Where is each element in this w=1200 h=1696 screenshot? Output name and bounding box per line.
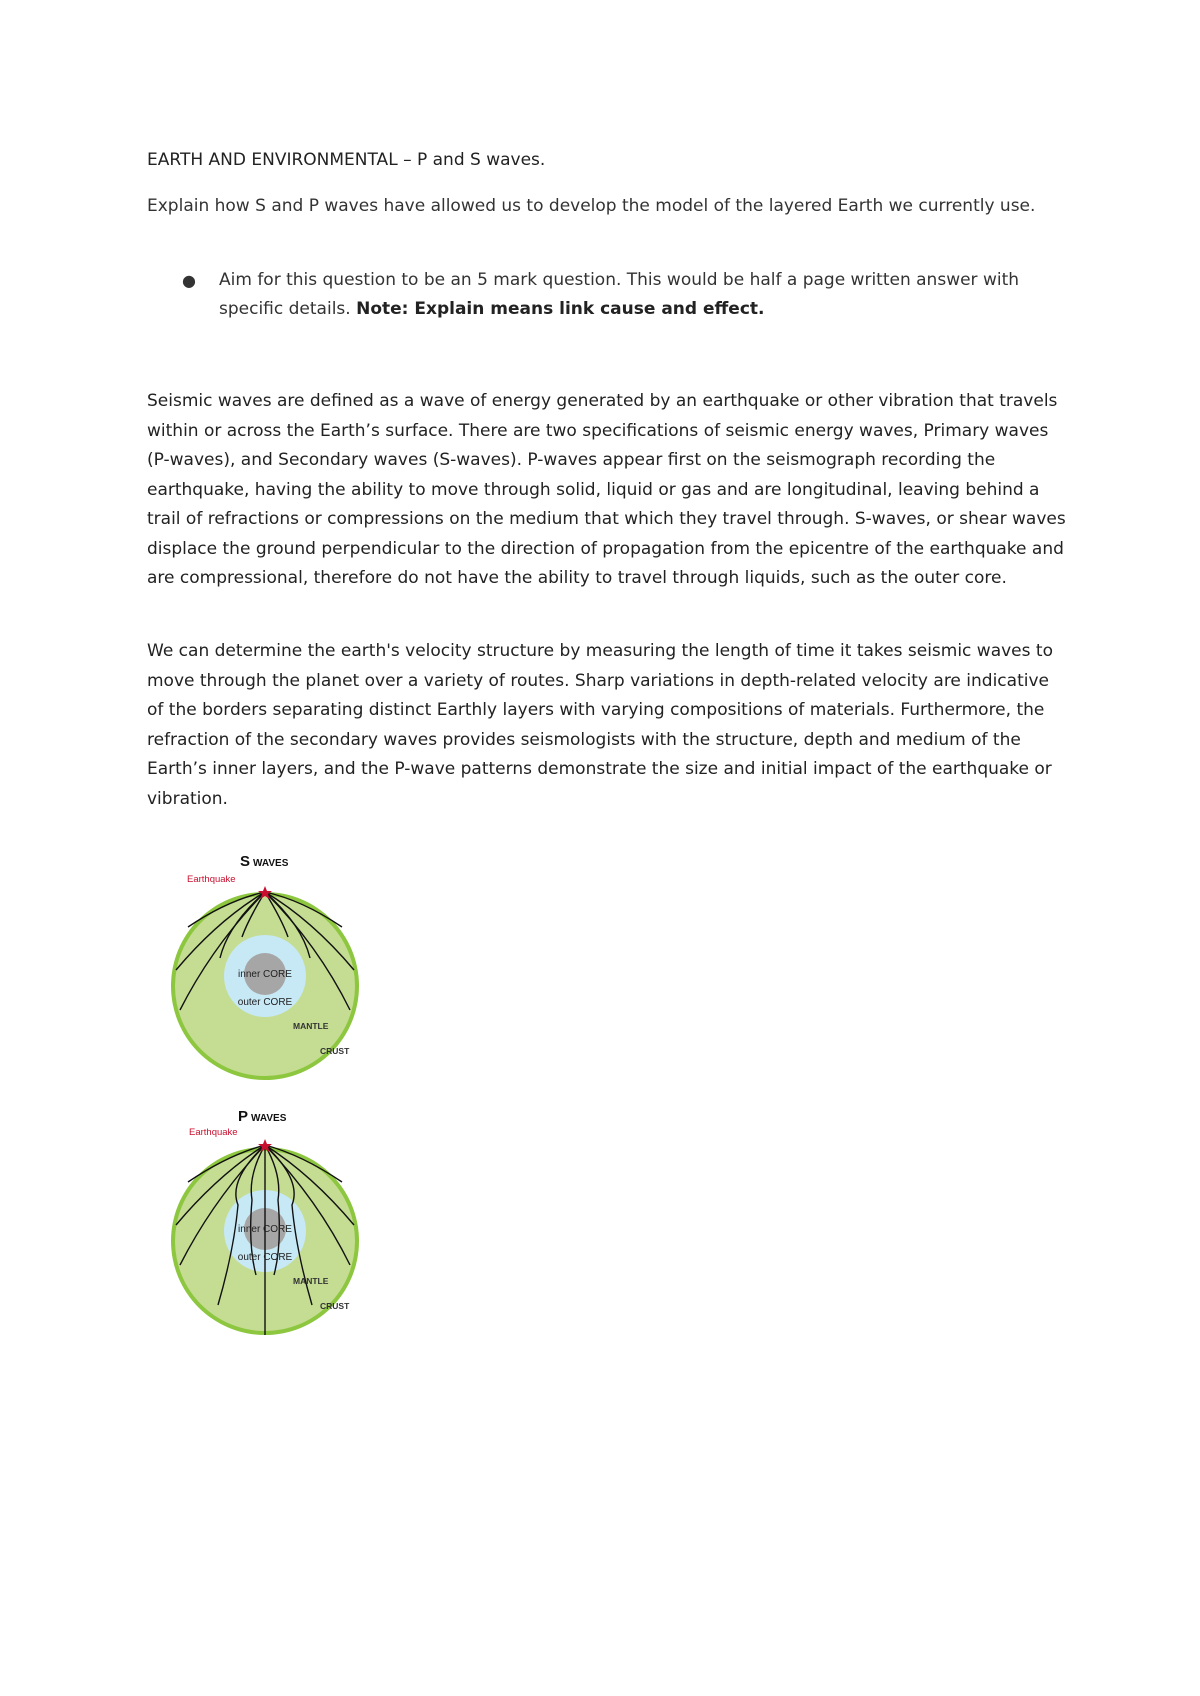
- p-crust-label: CRUST: [320, 1301, 350, 1311]
- s-waves-diagram: [168, 845, 368, 1080]
- s-waves-title-word: WAVES: [253, 858, 289, 869]
- bullet-list: [147, 266, 1067, 324]
- bullet-text: Aim for this question to be an 5 mark question. This would be half a page written answer with specific details.: [219, 270, 1020, 319]
- s-earthquake-label: Earthquake: [187, 874, 236, 885]
- svg-text:PWAVES: [238, 1108, 287, 1125]
- bullet-icon: ●: [182, 271, 196, 290]
- p-mantle-label: MANTLE: [293, 1276, 329, 1286]
- p-waves-title-letter: P: [238, 1108, 249, 1125]
- s-mantle-label: MANTLE: [293, 1021, 329, 1031]
- p-waves-diagram: [168, 1100, 368, 1335]
- s-inner-core-label: inner CORE: [238, 969, 292, 980]
- document-title: EARTH AND ENVIRONMENTAL – P and S waves.: [147, 150, 546, 170]
- answer-paragraph-2: [147, 637, 1067, 814]
- paragraph-text: Seismic waves are defined as a wave of energy generated by an earthquake or other vibration that travels within or across the Earth’s surface. There are two specifications of seismic energy waves, Primary waves (P-waves), and Secondary waves (S-waves). P-waves appear first on the seismograph recording the earthquake, having the ability to move through solid, liquid or gas and are longitudinal, leaving behind a trail of refractions or compressions on the medium that which they travel through. S-waves, or shear waves displace the ground perpendicular to the direction of propagation from the epicentre of the earthquake and are compressional, therefore do not have the ability to travel through liquids, such as the outer core.: [147, 391, 1066, 588]
- svg-text:SWAVES: [240, 853, 289, 870]
- list-item: [147, 266, 1067, 324]
- note-text: Note: Explain means link cause and effect.: [356, 299, 765, 319]
- question-text: Explain how S and P waves have allowed us to develop the model of the layered Earth we currently use.: [147, 196, 1036, 216]
- p-waves-svg: [168, 1100, 368, 1335]
- s-outer-core-label: outer CORE: [237, 997, 293, 1008]
- paragraph-text: We can determine the earth's velocity structure by measuring the length of time it takes seismic waves to move through the planet over a variety of routes. Sharp variations in depth-related velocity are indicative of the borders separating distinct Earthly layers with varying compositions of materials. Furthermore, the refraction of the secondary waves provides seismologists with the structure, depth and medium of the Earth’s inner layers, and the P-wave patterns demonstrate the size and initial impact of the earthquake or vibration.: [147, 641, 1053, 809]
- answer-paragraph-1: [147, 387, 1067, 594]
- s-waves-title-letter: S: [240, 853, 251, 870]
- p-inner-core-label: inner CORE: [238, 1224, 292, 1235]
- p-earthquake-label: Earthquake: [189, 1127, 238, 1138]
- s-crust-label: CRUST: [320, 1046, 350, 1056]
- p-outer-core-label: outer CORE: [237, 1252, 293, 1263]
- p-waves-title-word: WAVES: [251, 1113, 287, 1124]
- s-waves-svg: [168, 845, 368, 1080]
